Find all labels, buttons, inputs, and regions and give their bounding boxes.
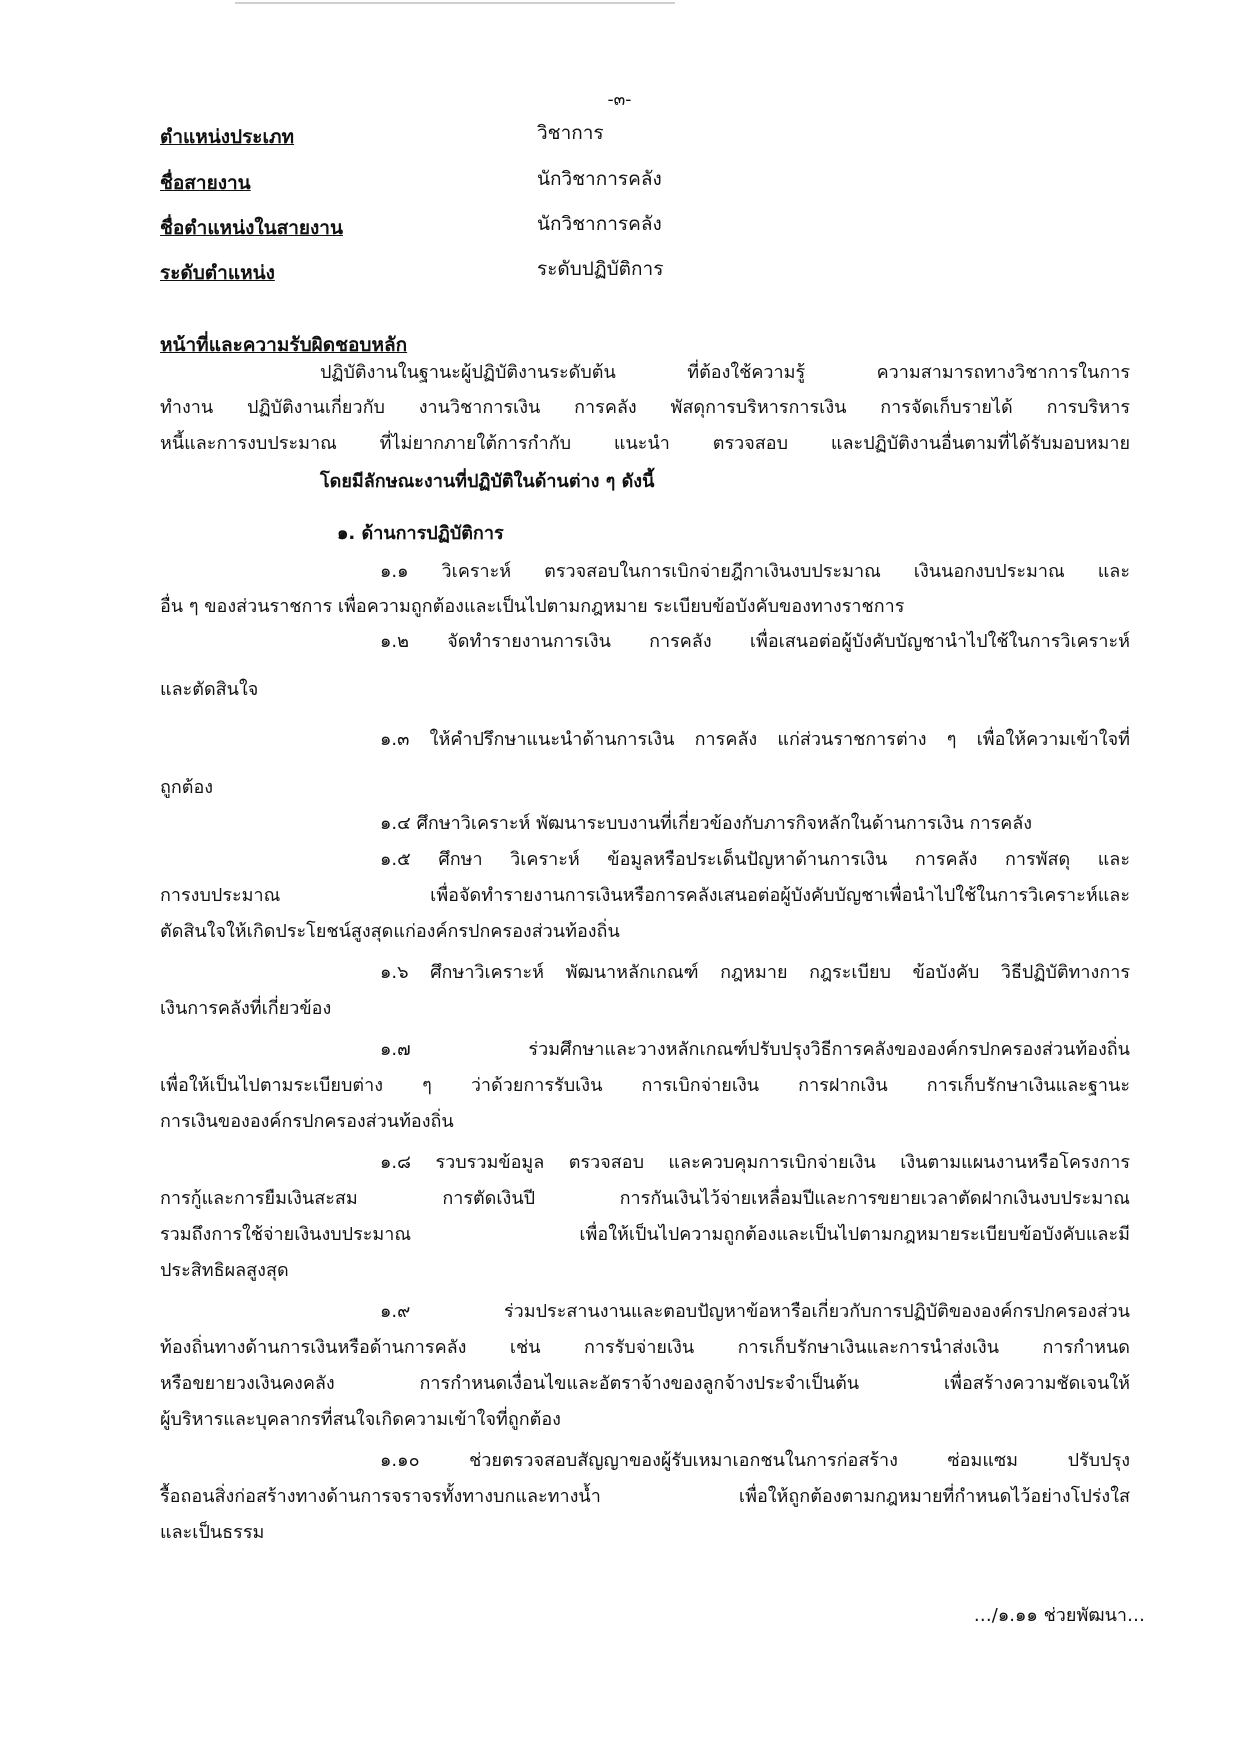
- item-line: ท้องถิ่นทางด้านการเงินหรือด้านการคลัง เช่น การรับจ่ายเงิน การเก็บรักษาเงินและการนำส่งเงิน การกำหนด: [160, 1337, 1130, 1358]
- intro-line: หนี้และการงบประมาณ ที่ไม่ยากภายใต้การกำกับ แนะนำ ตรวจสอบ และปฏิบัติงานอื่นตามที่ได้รับมอบหมาย: [160, 433, 1130, 454]
- item-line: รื้อถอนสิ่งก่อสร้างทางด้านการจราจรทั้งทางบกและทางน้ำ เพื่อให้ถูกต้องตามกฎหมายที่กำหนดไว้อย่างโปร่งใส: [160, 1486, 1130, 1507]
- position-name-value: นักวิชาการคลัง: [537, 213, 662, 235]
- duties-heading: หน้าที่และความรับผิดชอบหลัก: [160, 334, 408, 356]
- position-type-label: ตำแหน่งประเภท: [160, 126, 295, 148]
- line-of-work-label: ชื่อสายงาน: [160, 172, 251, 194]
- item-line: ๑.๖ ศึกษาวิเคราะห์ พัฒนาหลักเกณฑ์ กฎหมาย กฎระเบียบ ข้อบังคับ วิธีปฏิบัติทางการ: [380, 962, 1130, 983]
- position-level-value: ระดับปฏิบัติการ: [537, 258, 664, 280]
- item-line: ประสิทธิผลสูงสุด: [160, 1260, 289, 1281]
- line-of-work-value: นักวิชาการคลัง: [537, 168, 662, 190]
- item-line: ๑.๙ ร่วมประสานงานและตอบปัญหาข้อหารือเกี่ยวกับการปฏิบัติขององค์กรปกครองส่วน: [380, 1301, 1130, 1322]
- item-line: ๑.๔ ศึกษาวิเคราะห์ พัฒนาระบบงานที่เกี่ยวข้องกับภารกิจหลักในด้านการเงิน การคลัง: [380, 813, 1033, 834]
- item-line: หรือขยายวงเงินคงคลัง การกำหนดเงื่อนไขและอัตราจ้างของลูกจ้างประจำเป็นต้น เพื่อสร้างความชัดเจนให้: [160, 1373, 1130, 1394]
- item-line: และเป็นธรรม: [160, 1522, 265, 1543]
- item-line: ๑.๗ ร่วมศึกษาและวางหลักเกณฑ์ปรับปรุงวิธีการคลังขององค์กรปกครองส่วนท้องถิ่น: [380, 1039, 1130, 1060]
- position-type-value: วิชาการ: [537, 122, 604, 144]
- item-line: ๑.๓ ให้คำปรึกษาแนะนำด้านการเงิน การคลัง แก่ส่วนราชการต่าง ๆ เพื่อให้ความเข้าใจที่: [380, 729, 1130, 750]
- item-line: ๑.๘ รวบรวมข้อมูล ตรวจสอบ และควบคุมการเบิกจ่ายเงิน เงินตามแผนงานหรือโครงการ: [380, 1152, 1130, 1173]
- item-line: เงินการคลังที่เกี่ยวข้อง: [160, 998, 332, 1019]
- item-line: ๑.๑ วิเคราะห์ ตรวจสอบในการเบิกจ่ายฎีกาเงินงบประมาณ เงินนอกงบประมาณ และ: [380, 561, 1130, 582]
- item-line: รวมถึงการใช้จ่ายเงินงบประมาณ เพื่อให้เป็นไปความถูกต้องและเป็นไปตามกฎหมายระเบียบข้อบังคับและมี: [160, 1224, 1130, 1245]
- item-line: ผู้บริหารและบุคลากรที่สนใจเกิดความเข้าใจที่ถูกต้อง: [160, 1409, 561, 1430]
- item-line: การงบประมาณ เพื่อจัดทำรายงานการเงินหรือการคลังเสนอต่อผู้บังคับบัญชาเพื่อนำไปใช้ในการวิเคราะห์และ: [160, 885, 1130, 906]
- scan-edge-line: [235, 2, 675, 4]
- page-number: -๓-: [607, 90, 632, 110]
- item-line: ถูกต้อง: [160, 777, 214, 798]
- item-line: ๑.๕ ศึกษา วิเคราะห์ ข้อมูลหรือประเด็นปัญหาด้านการเงิน การคลัง การพัสดุ และ: [380, 849, 1130, 870]
- intro-line: ทำงาน ปฏิบัติงานเกี่ยวกับ งานวิชาการเงิน การคลัง พัสดุการบริหารการเงิน การจัดเก็บรายได้ การบริหาร: [160, 397, 1130, 418]
- section-title: ๑. ด้านการปฏิบัติการ: [337, 523, 504, 544]
- item-line: และตัดสินใจ: [160, 679, 259, 700]
- intro-line: ปฏิบัติงานในฐานะผู้ปฏิบัติงานระดับต้น ที่ต้องใช้ความรู้ ความสามารถทางวิชาการในการ: [320, 362, 1130, 383]
- position-level-label: ระดับตำแหน่ง: [160, 262, 275, 284]
- item-line: การกู้และการยืมเงินสะสม การตัดเงินปี การกันเงินไว้จ่ายเหลื่อมปีและการขยายเวลาตัดฝากเงินงบประมาณ: [160, 1188, 1130, 1209]
- position-name-label: ชื่อตำแหน่งในสายงาน: [160, 217, 343, 239]
- item-line: อื่น ๆ ของส่วนราชการ เพื่อความถูกต้องและเป็นไปตามกฎหมาย ระเบียบข้อบังคับของทางราชการ: [160, 596, 905, 617]
- item-line: ๑.๒ จัดทำรายงานการเงิน การคลัง เพื่อเสนอต่อผู้บังคับบัญชานำไปใช้ในการวิเคราะห์: [380, 631, 1130, 652]
- item-line: ๑.๑๐ ช่วยตรวจสอบสัญญาของผู้รับเหมาเอกชนในการก่อสร้าง ซ่อมแซม ปรับปรุง: [380, 1450, 1130, 1471]
- item-line: ตัดสินใจให้เกิดประโยชน์สูงสุดแก่องค์กรปกครองส่วนท้องถิ่น: [160, 921, 620, 942]
- continuation-note: …/๑.๑๑ ช่วยพัฒนา…: [973, 1605, 1145, 1626]
- item-line: การเงินขององค์กรปกครองส่วนท้องถิ่น: [160, 1111, 454, 1132]
- characteristics-subheading: โดยมีลักษณะงานที่ปฏิบัติในด้านต่าง ๆ ดังนี้: [320, 471, 655, 492]
- item-line: เพื่อให้เป็นไปตามระเบียบต่าง ๆ ว่าด้วยการรับเงิน การเบิกจ่ายเงิน การฝากเงิน การเก็บรักษาเงินและฐานะ: [160, 1075, 1130, 1096]
